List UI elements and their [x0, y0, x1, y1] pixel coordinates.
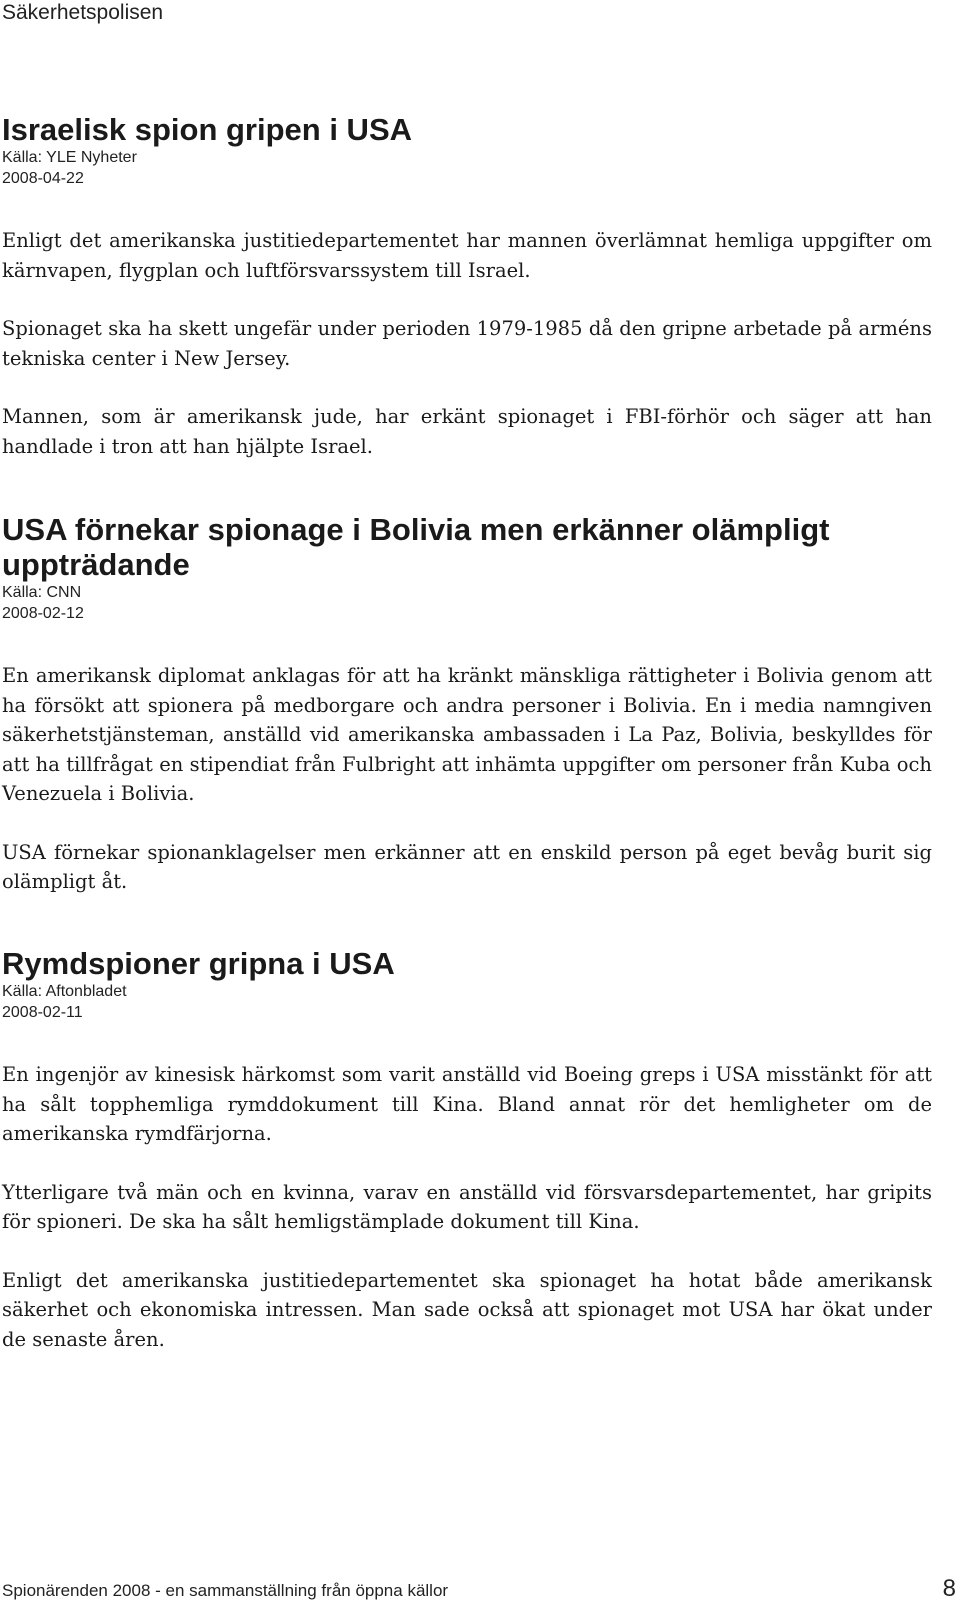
article-paragraph: Enligt det amerikanska justitiedepartementet har mannen överlämnat hemliga uppgifter om kärnvapen, flygplan och luftförsvarssystem till Israel. — [2, 229, 932, 282]
article-body — [2, 1060, 932, 1354]
article-source: Källa: YLE Nyheter — [2, 149, 137, 166]
article-paragraph: Enligt det amerikanska justitiedepartementet ska spionaget ha hotat både amerikansk säkerhet och ekonomiska intressen. Man sade också att spionaget mot USA har ökat under de senaste åren. — [2, 1268, 932, 1351]
article-paragraph: USA förnekar spionanklagelser men erkänner att en enskild person på eget bevåg burit sig olämpligt åt. — [2, 840, 932, 893]
article-body — [2, 226, 932, 461]
article-paragraph: Ytterligare två män och en kvinna, varav en anställd vid försvarsdepartementet, har gripits för spioneri. De ska ha sålt hemligstämplade dokument till Kina. — [2, 1180, 932, 1233]
article-title: USA förnekar spionage i Bolivia men erkänner olämpligt uppträdande — [2, 512, 830, 582]
article-paragraph: En amerikansk diplomat anklagas för att ha kränkt mänskliga rättigheter i Bolivia genom att ha försökt att spionera på medborgare och andra personer i Bolivia. En i media namngiven säkerhetstjänsteman, anställd vid amerikanska ambassaden i La Paz, Bolivia, beskylldes för att ha tillfrågat en stipendiat från Fulbright att inhämta uppgifter om personer från Kuba och Venezuela i Bolivia. — [2, 664, 932, 805]
page-number: 8 — [942, 1575, 956, 1602]
article-title: Rymdspioner gripna i USA — [2, 946, 395, 981]
article-paragraph: Spionaget ska ha skett ungefär under perioden 1979-1985 då den gripne arbetade på arméns tekniska center i New Jersey. — [2, 317, 932, 370]
article-body — [2, 661, 932, 897]
article-source: Källa: Aftonbladet — [2, 983, 127, 1000]
page-header-section: Säkerhetspolisen — [2, 1, 164, 24]
article-usa-bolivia — [2, 512, 932, 926]
article-rymdspioner — [2, 946, 932, 1383]
article-date: 2008-04-22 — [2, 170, 84, 187]
article-source: Källa: CNN — [2, 584, 82, 601]
article-paragraph: Mannen, som är amerikansk jude, har erkänt spionaget i FBI-förhör och säger att han handlade i tron att han hjälpte Israel. — [2, 405, 932, 458]
article-date: 2008-02-12 — [2, 605, 84, 622]
footer-publication-title: Spionärenden 2008 - en sammanställning från öppna källor — [2, 1581, 449, 1600]
article-israelisk-spion — [2, 112, 932, 490]
page-footer — [2, 1575, 956, 1603]
article-title: Israelisk spion gripen i USA — [2, 112, 413, 147]
article-date: 2008-02-11 — [2, 1004, 83, 1021]
article-paragraph: En ingenjör av kinesisk härkomst som varit anställd vid Boeing greps i USA misstänkt för att ha sålt topphemliga rymddokument till Kina. Bland annat rör det hemligheter om de amerikanska rymdfärjorna. — [2, 1063, 932, 1145]
